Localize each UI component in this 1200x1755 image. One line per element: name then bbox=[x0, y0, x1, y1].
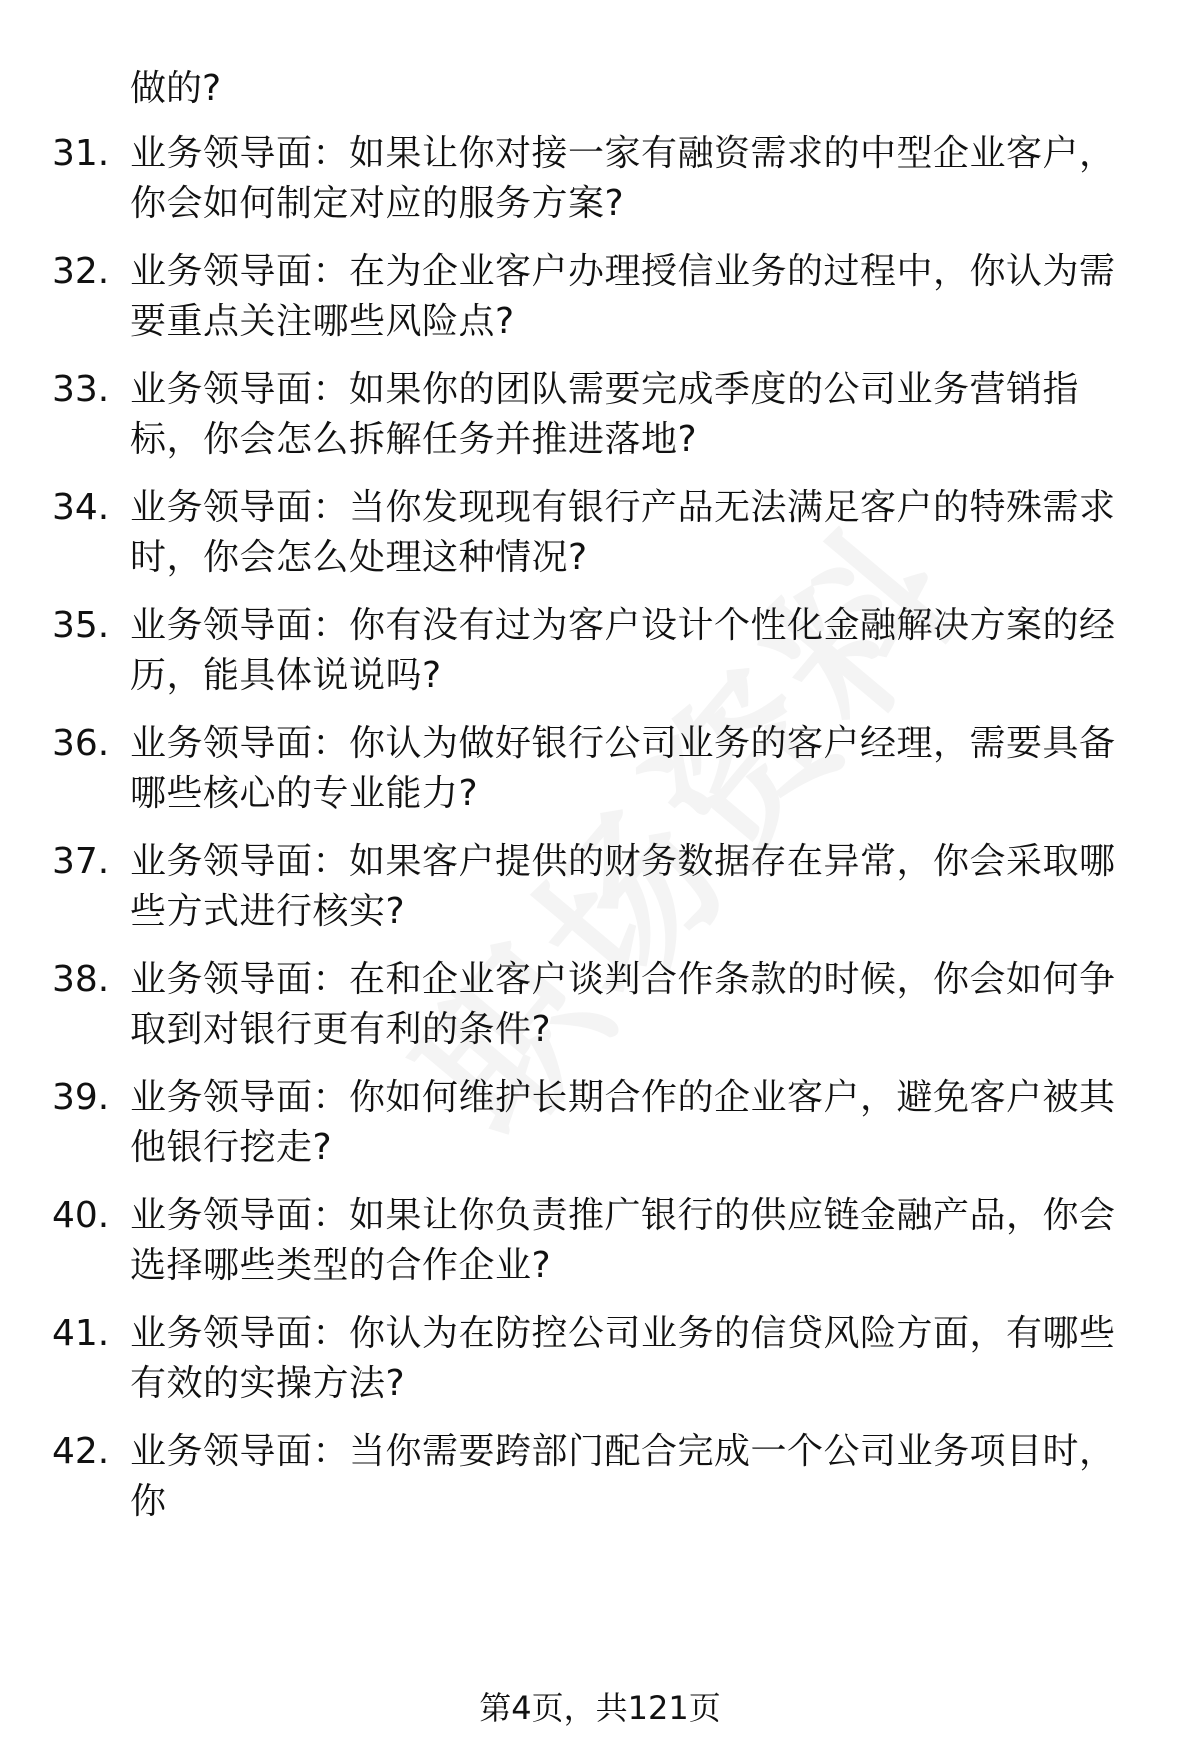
question-number: 33. bbox=[52, 369, 110, 410]
question-number: 35. bbox=[52, 605, 110, 646]
question-number: 39. bbox=[52, 1077, 110, 1118]
question-number: 31. bbox=[52, 133, 110, 174]
question-number: 34. bbox=[52, 487, 110, 528]
question-text: 业务领导面：你如何维护长期合作的企业客户，避免客户被其他银行挖走? bbox=[130, 1077, 1116, 1168]
question-number: 32. bbox=[52, 251, 110, 292]
question-text: 业务领导面：你认为在防控公司业务的信贷风险方面，有哪些有效的实操方法? bbox=[130, 1313, 1116, 1404]
question-text: 业务领导面：你有没有过为客户设计个性化金融解决方案的经历，能具体说说吗? bbox=[130, 605, 1116, 696]
question-text: 业务领导面：当你发现现有银行产品无法满足客户的特殊需求时，你会怎么处理这种情况? bbox=[130, 487, 1116, 578]
page-footer: 第4页，共121页 bbox=[479, 1689, 721, 1727]
continuation-text: 做的? bbox=[130, 68, 222, 109]
question-number: 36. bbox=[52, 723, 110, 764]
question-text: 业务领导面：如果你的团队需要完成季度的公司业务营销指标，你会怎么拆解任务并推进落地? bbox=[130, 369, 1080, 460]
question-number: 42. bbox=[52, 1431, 110, 1472]
question-text: 业务领导面：如果让你负责推广银行的供应链金融产品，你会选择哪些类型的合作企业? bbox=[130, 1195, 1116, 1286]
question-text: 业务领导面：在为企业客户办理授信业务的过程中，你认为需要重点关注哪些风险点? bbox=[130, 251, 1116, 342]
question-number: 41. bbox=[52, 1313, 110, 1354]
question-text: 业务领导面：当你需要跨部门配合完成一个公司业务项目时，你 bbox=[130, 1431, 1116, 1522]
question-text: 业务领导面：如果让你对接一家有融资需求的中型企业客户，你会如何制定对应的服务方案? bbox=[130, 133, 1116, 224]
question-number: 38. bbox=[52, 959, 110, 1000]
question-number: 40. bbox=[52, 1195, 110, 1236]
question-text: 业务领导面：在和企业客户谈判合作条款的时候，你会如何争取到对银行更有利的条件? bbox=[130, 959, 1116, 1050]
question-text: 业务领导面：如果客户提供的财务数据存在异常，你会采取哪些方式进行核实? bbox=[130, 841, 1116, 932]
question-number: 37. bbox=[52, 841, 110, 882]
question-text: 业务领导面：你认为做好银行公司业务的客户经理，需要具备哪些核心的专业能力? bbox=[130, 723, 1116, 814]
